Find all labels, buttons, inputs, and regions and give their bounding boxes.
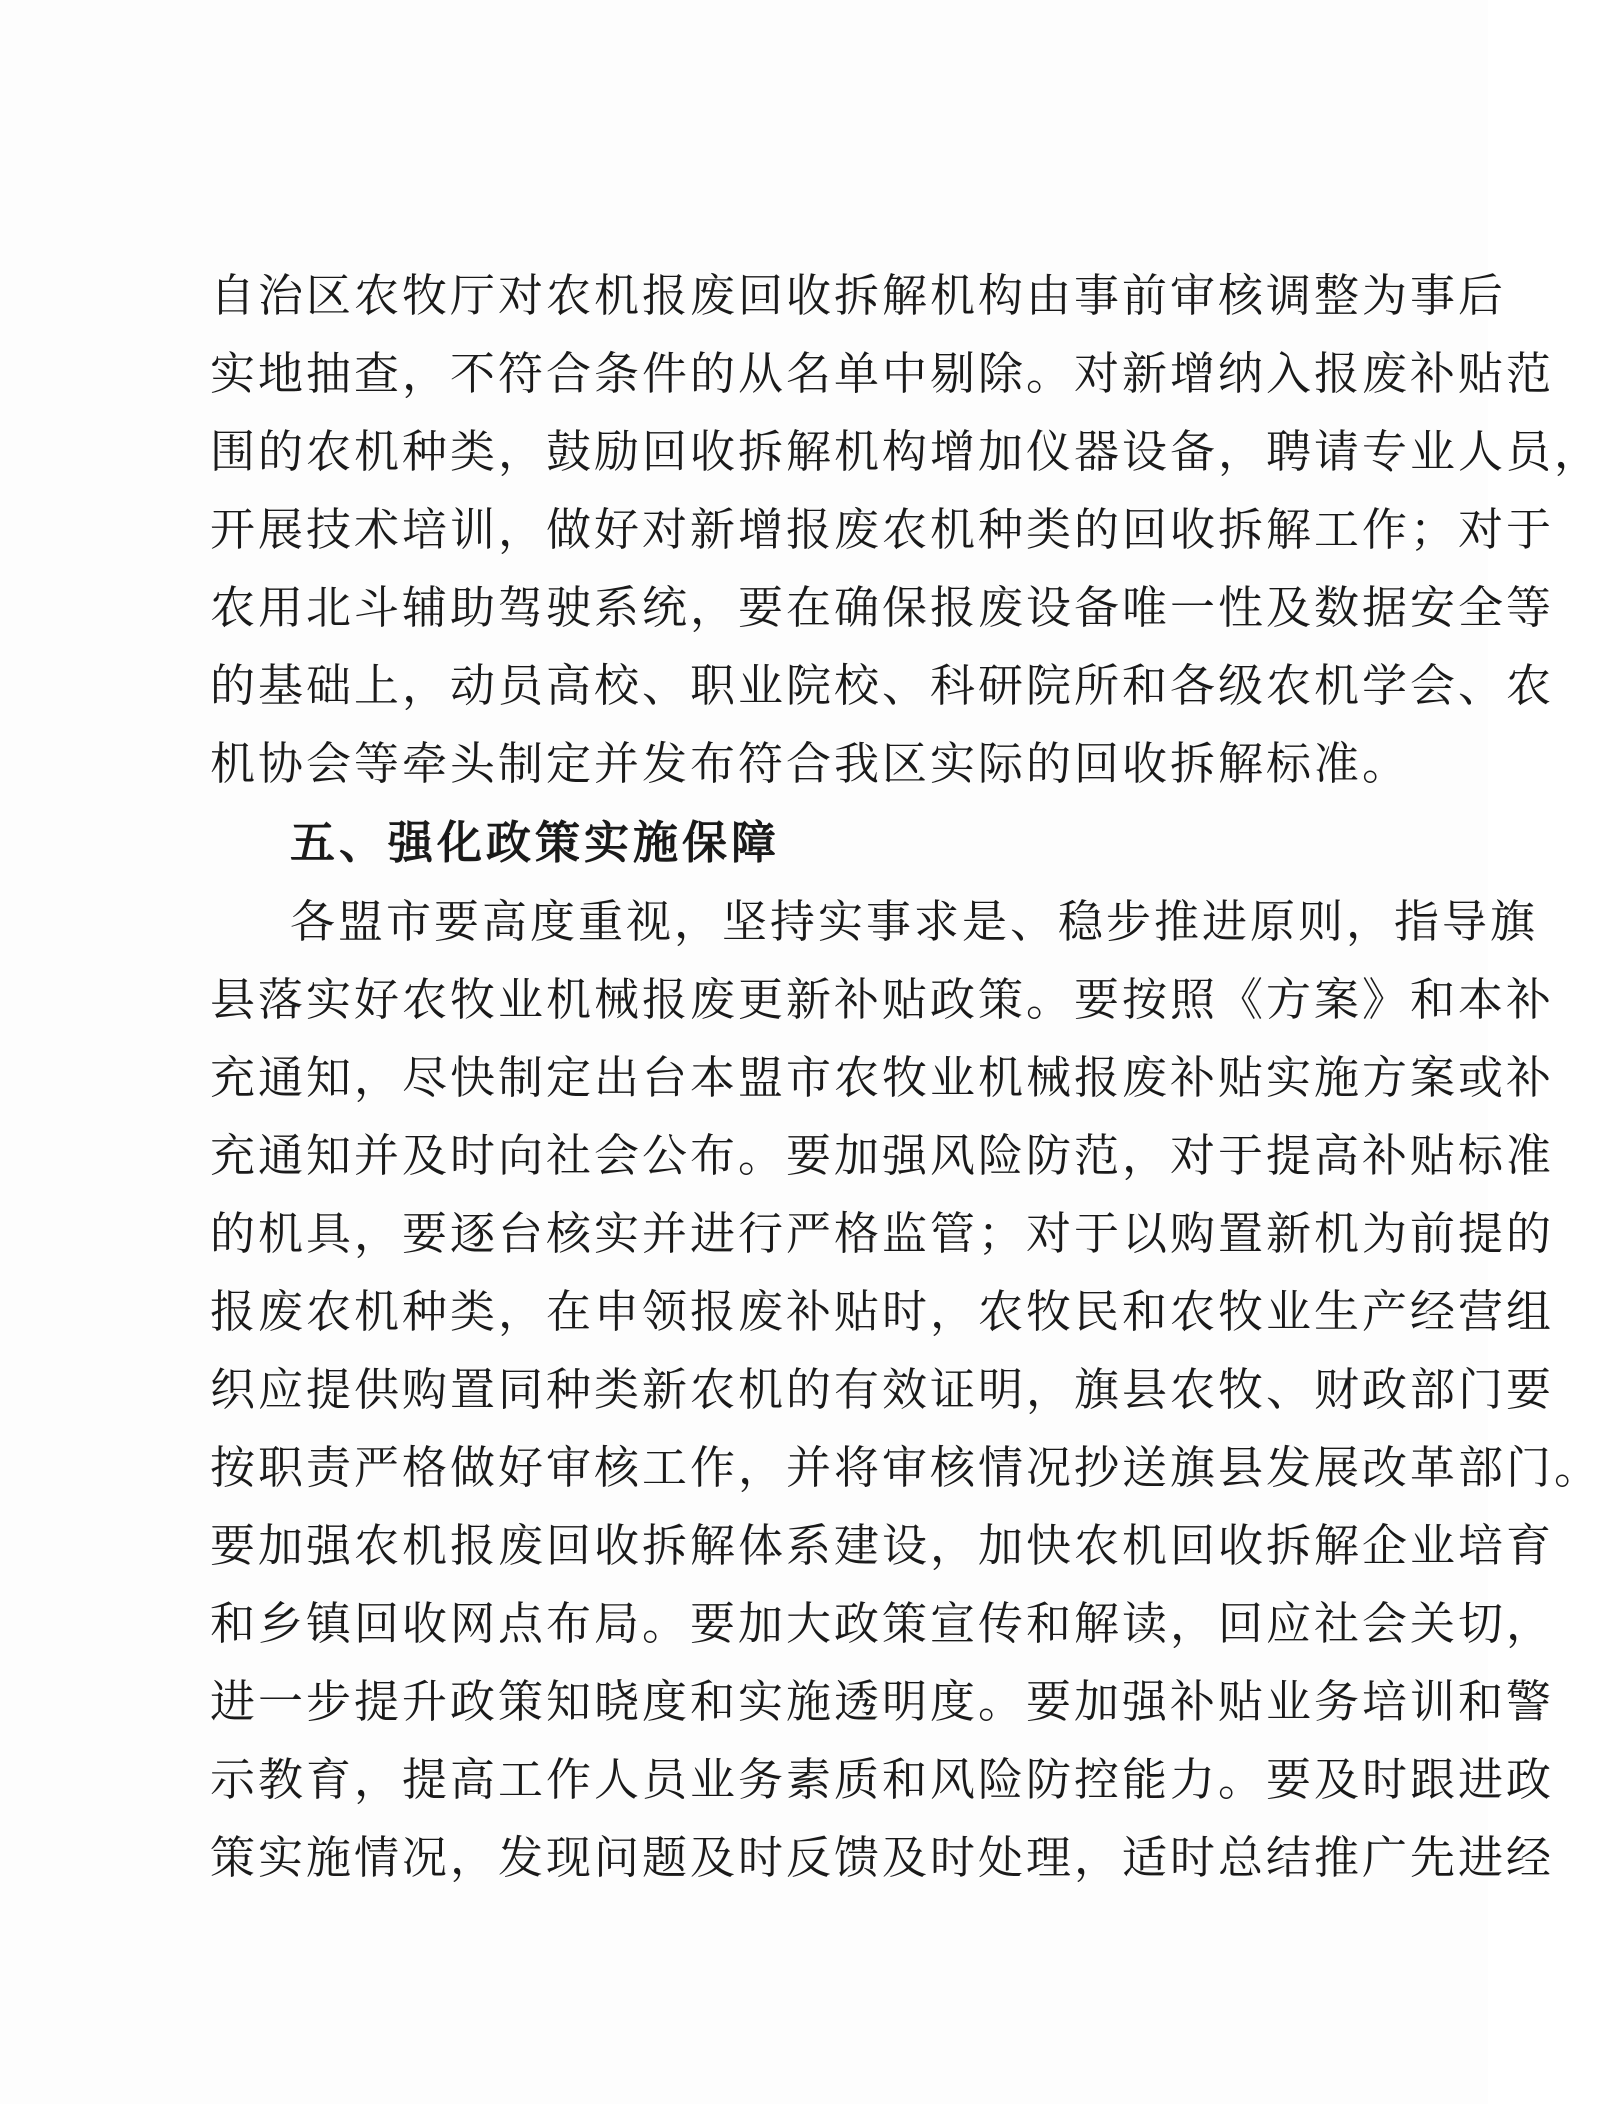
- paragraph-line: 各盟市要高度重视，坚持实事求是、稳步推进原则，指导旗: [290, 895, 1539, 948]
- paragraph-line: 开展技术培训，做好对新增报废农机种类的回收拆解工作；对于: [210, 503, 1555, 556]
- paragraph-line: 实地抽查，不符合条件的从名单中剔除。对新增纳入报废补贴范: [210, 347, 1555, 400]
- paragraph-line: 进一步提升政策知晓度和实施透明度。要加强补贴业务培训和警: [210, 1675, 1555, 1728]
- paragraph-line: 策实施情况，发现问题及时反馈及时处理，适时总结推广先进经: [210, 1831, 1555, 1884]
- paragraph-line: 自治区农牧厅对农机报废回收拆解机构由事前审核调整为事后: [210, 269, 1507, 322]
- paragraph-line: 按职责严格做好审核工作，并将审核情况抄送旗县发展改革部门。: [210, 1441, 1602, 1494]
- paragraph-line: 充通知并及时向社会公布。要加强风险防范，对于提高补贴标准: [210, 1129, 1555, 1182]
- paragraph-line: 县落实好农牧业机械报废更新补贴政策。要按照《方案》和本补: [210, 973, 1555, 1026]
- section-heading: 五、强化政策实施保障: [290, 816, 781, 869]
- paragraph-line: 报废农机种类，在申领报废补贴时，农牧民和农牧业生产经营组: [210, 1285, 1555, 1338]
- paragraph-line: 的机具，要逐台核实并进行严格监管；对于以购置新机为前提的: [210, 1207, 1555, 1260]
- paragraph-line: 的基础上，动员高校、职业院校、科研院所和各级农机学会、农: [210, 659, 1555, 712]
- paragraph-line: 要加强农机报废回收拆解体系建设，加快农机回收拆解企业培育: [210, 1519, 1555, 1572]
- paragraph-line: 织应提供购置同种类新农机的有效证明，旗县农牧、财政部门要: [210, 1363, 1555, 1416]
- paragraph-line: 围的农机种类，鼓励回收拆解机构增加仪器设备，聘请专业人员，: [210, 425, 1602, 478]
- paragraph-line: 和乡镇回收网点布局。要加大政策宣传和解读，回应社会关切，: [210, 1597, 1555, 1650]
- paragraph-line: 机协会等牵头制定并发布符合我区实际的回收拆解标准。: [210, 737, 1411, 790]
- paragraph-line: 农用北斗辅助驾驶系统，要在确保报废设备唯一性及数据安全等: [210, 581, 1555, 634]
- paragraph-line: 示教育，提高工作人员业务素质和风险防控能力。要及时跟进政: [210, 1753, 1555, 1806]
- paragraph-line: 充通知，尽快制定出台本盟市农牧业机械报废补贴实施方案或补: [210, 1051, 1555, 1104]
